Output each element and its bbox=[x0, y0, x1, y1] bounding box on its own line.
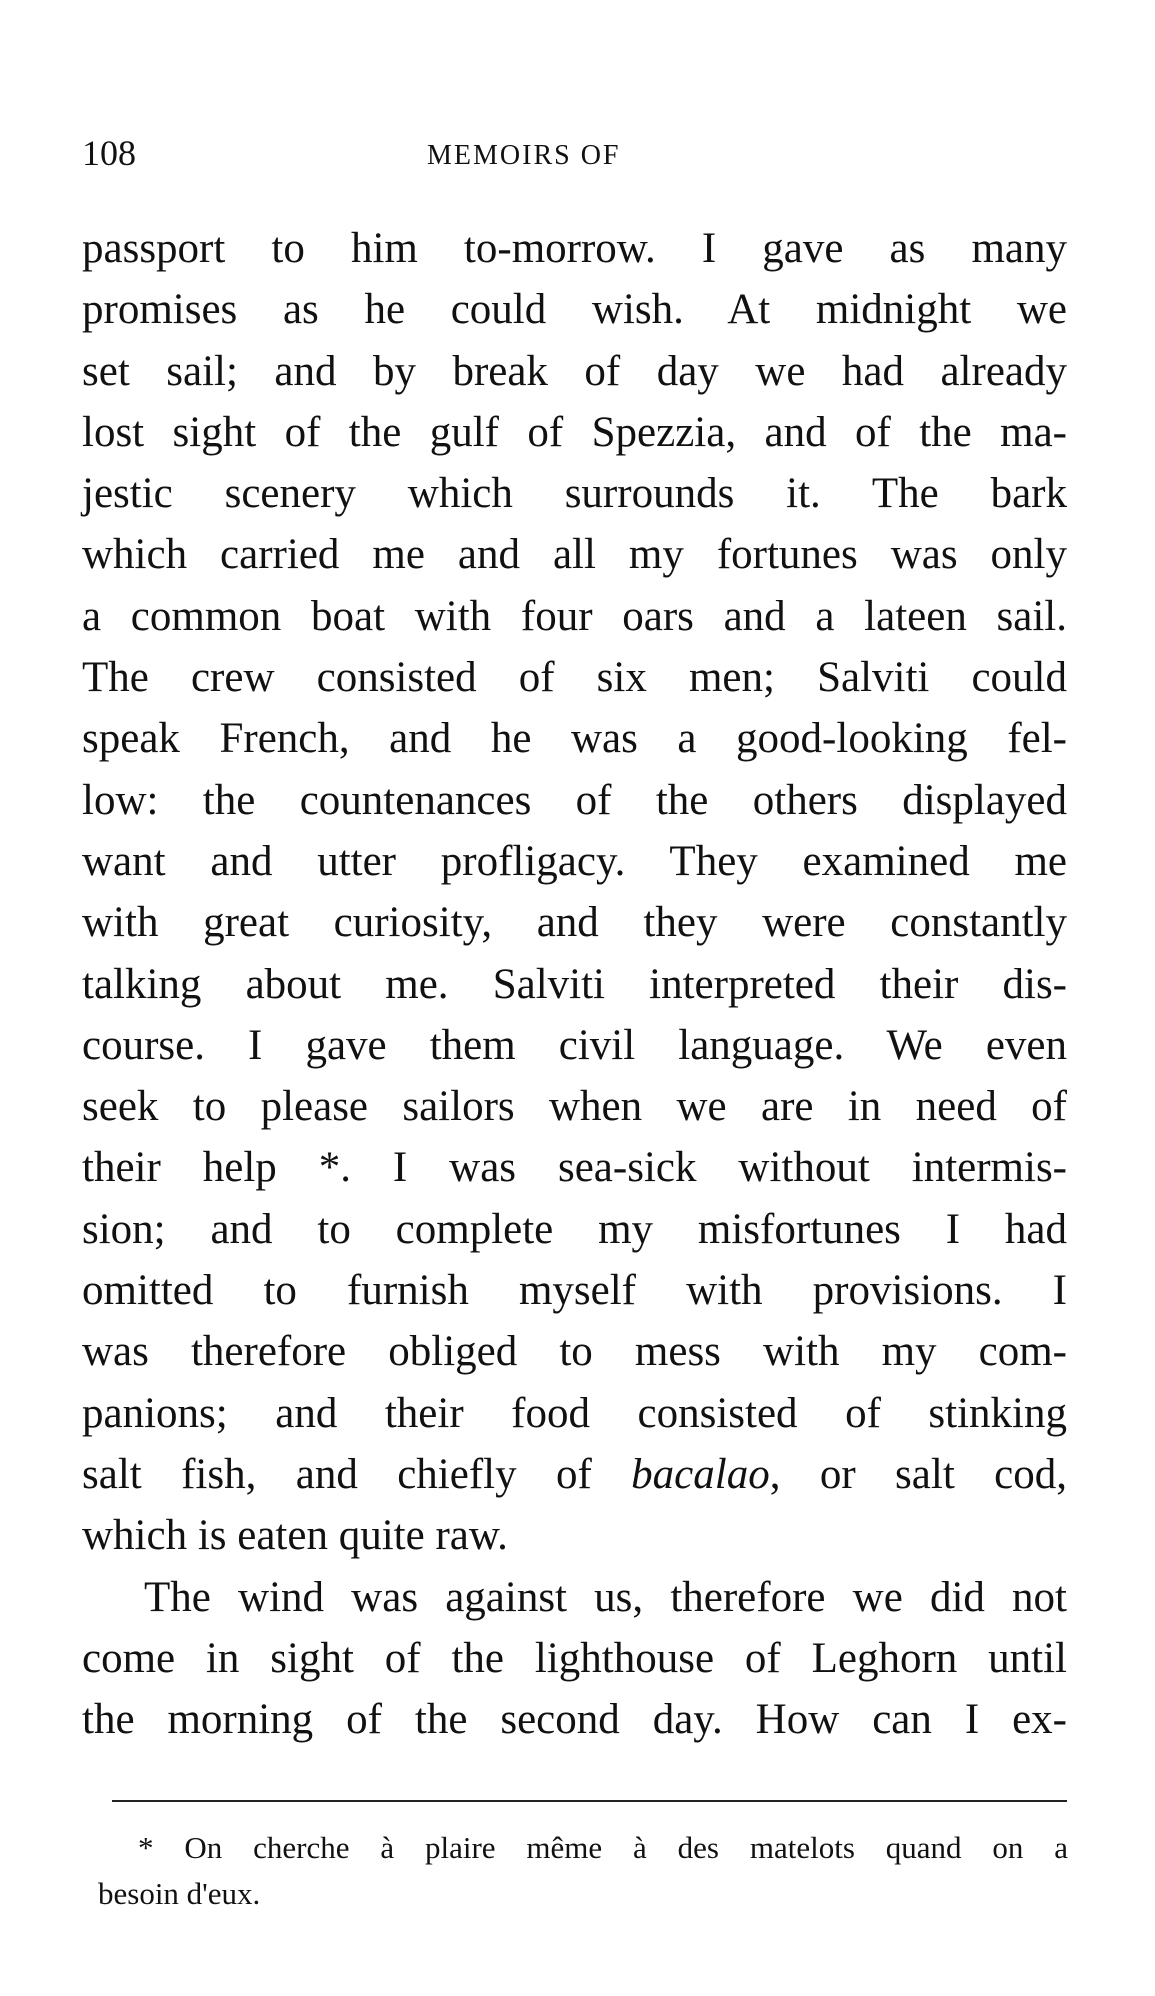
text-line: jestic scenery which surrounds it. The bark bbox=[82, 470, 1067, 518]
text-line: The crew consisted of six men; Salviti could bbox=[82, 654, 1067, 702]
paragraph-start-line: The wind was against us, therefore we did not bbox=[144, 1573, 1067, 1621]
text-line: the morning of the second day. How can I ex- bbox=[82, 1696, 1067, 1744]
text-line: course. I gave them civil language. We even bbox=[82, 1021, 1067, 1069]
text-line: passport to him to-morrow. I gave as many bbox=[82, 225, 1067, 272]
text-line: lost sight of the gulf of Spezzia, and of the ma- bbox=[82, 408, 1067, 456]
text-line: set sail; and by break of day we had already bbox=[82, 347, 1067, 395]
text-line: was therefore obliged to mess with my com- bbox=[82, 1328, 1067, 1376]
page-header bbox=[82, 132, 1082, 182]
footnote bbox=[98, 1825, 1068, 1917]
text-line: seek to please sailors when we are in need of bbox=[82, 1083, 1067, 1131]
footnote-line: besoin d'eux. bbox=[98, 1876, 261, 1911]
body-text bbox=[82, 218, 1067, 1750]
page-number: 108 bbox=[82, 133, 136, 173]
text-line: panions; and their food consisted of stinking bbox=[82, 1389, 1067, 1437]
text-line: low: the countenances of the others displayed bbox=[82, 776, 1067, 824]
text-segment: salt fish, and chiefly of bbox=[82, 1450, 632, 1498]
running-head: MEMOIRS OF bbox=[427, 140, 621, 171]
text-line: come in sight of the lighthouse of Leghorn until bbox=[82, 1634, 1067, 1682]
text-line bbox=[82, 1444, 1067, 1505]
text-line: omitted to furnish myself with provisions. I bbox=[82, 1267, 1067, 1315]
text-line: with great curiosity, and they were constantly bbox=[82, 899, 1067, 947]
italic-word: bacalao bbox=[631, 1450, 770, 1498]
footnote-line: * On cherche à plaire même à des matelots quand on a bbox=[138, 1830, 1068, 1865]
text-segment: , or salt cod, bbox=[769, 1450, 1067, 1498]
footnote-rule bbox=[112, 1800, 1067, 1802]
text-line: speak French, and he was a good-looking fel- bbox=[82, 715, 1067, 763]
text-line: a common boat with four oars and a lateen sail. bbox=[82, 592, 1067, 640]
paragraph-end-line: which is eaten quite raw. bbox=[82, 1512, 508, 1560]
text-line: sion; and to complete my misfortunes I had bbox=[82, 1205, 1067, 1253]
text-line: which carried me and all my fortunes was only bbox=[82, 531, 1067, 579]
text-line: their help *. I was sea-sick without intermis- bbox=[82, 1144, 1067, 1192]
text-line: talking about me. Salviti interpreted their dis- bbox=[82, 960, 1067, 1008]
text-line: promises as he could wish. At midnight we bbox=[82, 286, 1067, 334]
text-line: want and utter profligacy. They examined me bbox=[82, 837, 1067, 885]
